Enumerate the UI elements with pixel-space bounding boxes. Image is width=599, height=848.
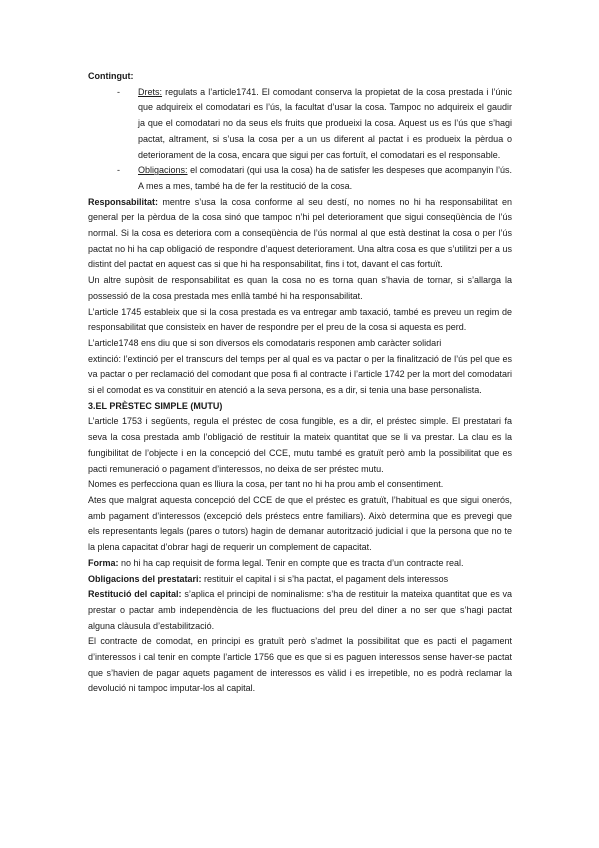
obligacions-label: Obligacions:: [138, 165, 188, 176]
obligacions-prestatari-text: restituir el capital i si s’ha pactat, el pagament dels interessos: [201, 573, 449, 584]
paragraph: Nomes es perfecciona quan es lliura la cosa, per tant no hi ha prou amb el consentiment.: [88, 479, 444, 490]
obligacions-prestatari-label: Obligacions del prestatari:: [88, 573, 202, 584]
responsabilitat-text: mentre s’usa la cosa conforme al seu destí, no nomes no hi ha responsabilitat en general per la pèrdua de la cosa sinó que tampoc n’hi pel deteriorament que sigui conseqüència de l’ús normal. Si la cosa es deteriora com a conseqüència de l’ús normal al que està destinat la cosa o per l’ús pactat no hi ha cap obligació de respondre d’aquest deteriorament. Una altra cosa es que s’utilitzi per a us distint del pactat en aquest cas si que hi ha responsabilitat, fins i tot, davant el cas fortuït.: [88, 196, 512, 270]
obligacions-text: el comodatari (qui usa la cosa) ha de satisfer les despeses que acompanyin l’ús. A mes a mes, també ha de fer la restitució de la cosa.: [138, 165, 512, 191]
drets-text: regulats a l’article1741. El comodant conserva la propietat de la cosa prestada i l’únic que adquireix el comodatari es l’ús, la facultat d’usar la cosa. Tampoc no adquireix el gaudir ja que el comodatari no da seus els fruits que produeixi la cosa. Aquest us es l’ús que s’hagi pactat, altrament, si s’usa la cosa per a un us diferent al pactat i es produeix la pèrdua o deteriorament de la cosa, encara que sigui per cas fortuït, el comodatari es el responsable.: [138, 86, 512, 160]
responsabilitat-label: Responsabilitat:: [88, 196, 159, 207]
restitucio-text: s’aplica el principi de nominalisme: s’ha de restituir la mateixa quantitat que es va prestar o pactar amb independència de les fluctuacions del preu del diner a no ser que s’hagi pactat alguna clàusula d’estabilització.: [88, 589, 512, 631]
obligacions-prestatari-paragraph: [88, 572, 512, 588]
list-item-obligacions: [117, 163, 512, 194]
paragraph: L’article1748 ens diu que si son diversos els comodataris responen amb caràcter solidari: [88, 337, 442, 348]
paragraph: L’article 1745 estableix que si la cosa prestada es va entregar amb taxació, també es preveu un regim de responsabilitat que consisteix en haver de respondre per el preu de la cosa si aquesta es perd.: [88, 306, 512, 333]
forma-text: no hi ha cap requisit de forma legal. Tenir en compte que es tracta d’un contracte real.: [118, 557, 464, 568]
paragraph: Un altre supòsit de responsabilitat es quan la cosa no es torna quan s’havia de tornar, si s’allarga la possessió de la cosa prestada mes enllà també hi ha responsabilitat.: [88, 275, 512, 301]
paragraph: Ates que malgrat aquesta concepció del CCE de que el préstec es gratuït, l’habitual es que sigui onerós, amb pagament d’interessos (excepció dels préstecs entre familiars). Això determina que es prevegi que els representants legals (pares o tutors) hagin de demanar autorització judicial i que la persona que no te la plena capacitat d’obrar hagi de requerir un complement de capacitat.: [88, 494, 512, 553]
list-item-drets: [117, 85, 512, 164]
forma-paragraph: [88, 556, 512, 572]
section-title: 3.EL PRÈSTEC SIMPLE (MUTU): [88, 400, 223, 411]
restitucio-label: Restitució del capital:: [88, 589, 182, 600]
responsabilitat-paragraph: [88, 195, 512, 274]
final-paragraph: El contracte de comodat, en principi es gratuït però s’admet la possibilitat que es pacti el pagament d’interessos i cal tenir en compte l’article 1756 que es que si es paguen interessos sense haver-se pactat que s’havien de pagar aquets pagament de interessos es vàlid i es irrepetible, no es podrà reclamar la devolució ni tampoc imputar-los al capital.: [88, 636, 512, 694]
paragraph: L’article 1753 i següents, regula el préstec de cosa fungible, es a dir, el préstec simple. El prestatari fa seva la cosa prestada amb l’obligació de restituir la mateix quantitat que se li va prestar. La clau es la fungibilitat de l’objecte i en la concepció del CCE, mutu també es gratuït però amb la possibilitat que es pacti remuneració o pagament d’interessos, no deixa de ser préstec mutu.: [88, 416, 512, 474]
document-page: [88, 69, 512, 697]
restitucio-paragraph: [88, 587, 512, 634]
heading-contingut: Contingut:: [88, 71, 134, 81]
content-list: [88, 85, 512, 195]
drets-label: Drets:: [138, 86, 163, 97]
paragraph: extinció: l’extinció per el transcurs del temps per al qual es va pactar o per la finalització de l’ús pel que es va pactar o per reclamació del comodant que posa fi al contracte i l’article 1742 per la mort del comodatari si el comodat es va constituir en atenció a la seva persona, es a dir, si tenia una base personalista.: [88, 353, 512, 396]
forma-label: Forma:: [88, 557, 119, 568]
